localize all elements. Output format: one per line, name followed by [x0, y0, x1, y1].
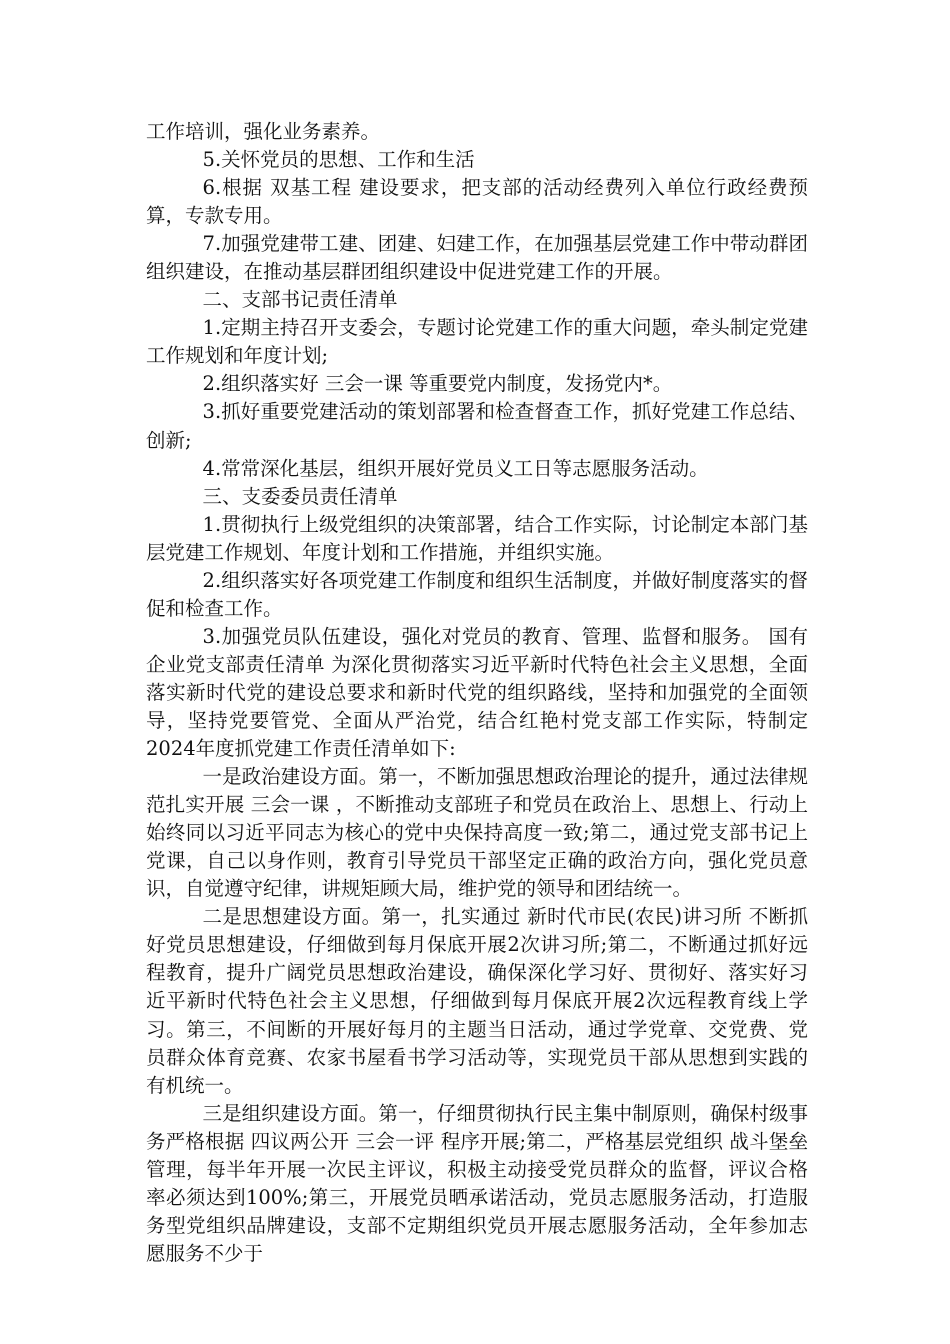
paragraph: 6.根据 双基工程 建设要求，把支部的活动经费列入单位行政经费预算，专款专用。 [146, 176, 808, 228]
document-body [146, 118, 808, 1268]
section-heading: 二、支部书记责任清单 [202, 288, 398, 312]
paragraph: 5.关怀党员的思想、工作和生活 [202, 148, 475, 172]
paragraph: 工作培训，强化业务素养。 [146, 120, 381, 143]
paragraph: 3.抓好重要党建活动的策划部署和检查督查工作，抓好党建工作总结、创新; [146, 400, 808, 452]
paragraph: 4.常常深化基层，组织开展好党员义工日等志愿服务活动。 [202, 456, 709, 480]
paragraph: 7.加强党建带工建、团建、妇建工作，在加强基层党建工作中带动群团组织建设，在推动基层群团组织建设中促进党建工作的开展。 [146, 232, 808, 284]
paragraph: 3.加强党员队伍建设，强化对党员的教育、管理、监督和服务。 国有企业党支部责任清单 为深化贯彻落实习近平新时代特色社会主义思想，全面落实新时代党的建设总要求和新时代党的组织路线，坚持和加强党的全面领导，坚持党要管党、全面从严治党，结合红艳村党支部工作实际，特制定2024年度抓党建工作责任清单如下: [146, 624, 808, 761]
paragraph: 2.组织落实好 三会一课 等重要党内制度，发扬党内*。 [202, 372, 673, 396]
section-heading: 三、支委委员责任清单 [202, 484, 398, 508]
paragraph: 二是思想建设方面。第一，扎实通过 新时代市民(农民)讲习所 不断抓好党员思想建设，仔细做到每月保底开展2次讲习所;第二，不断通过抓好远程教育，提升广阔党员思想政治建设，确保深化学习好、贯彻好、落实好习近平新时代特色社会主义思想，仔细做到每月保底开展2次远程教育线上学习。第三，不间断的开展好每月的主题当日活动，通过学党章、交党费、党员群众体育竞赛、农家书屋看书学习活动等，实现党员干部从思想到实践的有机统一。 [146, 905, 808, 1097]
paragraph: 2.组织落实好各项党建工作制度和组织生活制度，并做好制度落实的督促和检查工作。 [146, 568, 808, 620]
paragraph: 一是政治建设方面。第一，不断加强思想政治理论的提升，通过法律规范扎实开展 三会一课 ，不断推动支部班子和党员在政治上、思想上、行动上始终同以习近平同志为核心的党中央保持高度一致;第二，通过党支部书记上党课，自己以身作则，教育引导党员干部坚定正确的政治方向，强化党员意识，自觉遵守纪律，讲规矩顾大局，维护党的领导和团结统一。 [146, 765, 808, 901]
paragraph: 1.贯彻执行上级党组织的决策部署，结合工作实际，讨论制定本部门基层党建工作规划、年度计划和工作措施，并组织实施。 [146, 512, 808, 564]
paragraph: 1.定期主持召开支委会，专题讨论党建工作的重大问题，牵头制定党建工作规划和年度计划; [146, 316, 808, 368]
paragraph: 三是组织建设方面。第一，仔细贯彻执行民主集中制原则，确保村级事务严格根据 四议两公开 三会一评 程序开展;第二，严格基层党组织 战斗堡垒 管理，每半年开展一次民主评议，积极主动接受党员群众的监督，评议合格率必须达到100%;第三，开展党员晒承诺活动，党员志愿服务活动，打造服务型党组织品牌建设，支部不定期组织党员开展志愿服务活动，全年参加志愿服务不少于 [146, 1101, 808, 1265]
